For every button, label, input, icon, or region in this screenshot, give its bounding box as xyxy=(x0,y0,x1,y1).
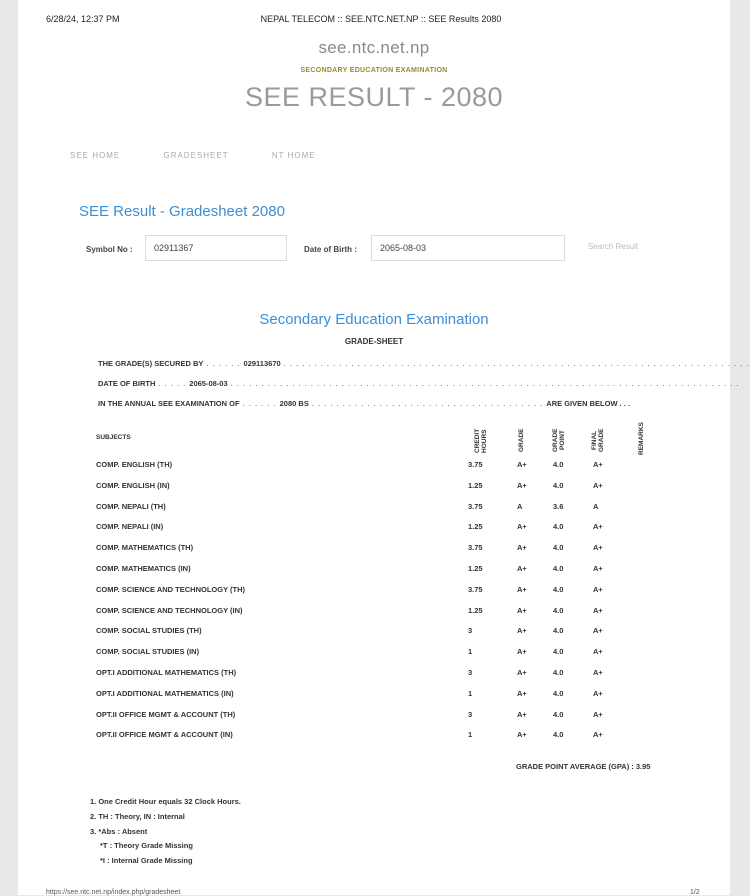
cell-subject: COMP. MATHEMATICS (IN) xyxy=(96,564,191,573)
cell-grade: A+ xyxy=(517,460,527,469)
cell-grade: A+ xyxy=(517,668,527,677)
cell-grade: A+ xyxy=(517,647,527,657)
cell-credit-hours: 1 xyxy=(468,730,473,740)
cell-credit-hours: 1.25 xyxy=(468,522,483,532)
table-row xyxy=(18,522,730,542)
cell-subject: OPT.I ADDITIONAL MATHEMATICS (TH) xyxy=(96,668,237,677)
header-subjects: SUBJECTS xyxy=(96,434,131,441)
print-datetime: 6/28/24, 12:37 PM xyxy=(46,14,120,24)
note-item: *T : Theory Grade Missing xyxy=(100,841,193,851)
cell-subject: COMP. ENGLISH (TH) xyxy=(96,460,173,469)
cell-final-grade: A+ xyxy=(593,626,603,636)
dob-label: Date of Birth : xyxy=(304,245,357,254)
cell-subject: OPT.II OFFICE MGMT & ACCOUNT (IN) xyxy=(96,730,233,740)
table-row xyxy=(18,481,730,501)
print-title: NEPAL TELECOM :: SEE.NTC.NET.NP :: SEE Results 2080 xyxy=(260,14,502,24)
info-line-exam: IN THE ANNUAL SEE EXAMINATION OF . . . . . . 2080 BS . . . . . . . . . . . . . . . . . . . . . . . . . . . . . . . . . . . . . . ARE GIVEN BELOW . . . xyxy=(98,399,631,408)
cell-grade: A+ xyxy=(517,522,527,532)
cell-credit-hours: 3.75 xyxy=(468,501,483,511)
note-item: 1. One Credit Hour equals 32 Clock Hours. xyxy=(90,797,241,806)
cell-grade-point: 4.0 xyxy=(553,668,564,677)
nav-gradesheet[interactable]: GRADESHEET xyxy=(163,151,229,160)
table-row xyxy=(18,626,730,646)
page-heading: SEE RESULT - 2080 xyxy=(244,82,504,112)
table-row xyxy=(18,564,730,584)
print-footer-url: https://see.ntc.net.np/index.php/gradesheet xyxy=(46,889,181,896)
cell-grade: A+ xyxy=(517,605,527,615)
info-line-dob: DATE OF BIRTH . . . . . 2065-08-03 . . . . . . . . . . . . . . . . . . . . . . . . . . . . . . . . . . . . . . . . . . . . . . . . . . . . . . . . . . . . . . . . . . . . . . . . . . . . . . . . . . . xyxy=(98,379,740,388)
cell-final-grade: A+ xyxy=(593,584,603,594)
cell-credit-hours: 3.75 xyxy=(468,460,483,469)
gpa-summary: GRADE POINT AVERAGE (GPA) : 3.95 xyxy=(516,762,651,771)
cell-credit-hours: 1 xyxy=(468,688,473,698)
cell-subject: COMP. ENGLISH (IN) xyxy=(96,480,170,490)
info-line3-value: 2080 BS xyxy=(279,399,309,408)
cell-subject: COMP. SOCIAL STUDIES (TH) xyxy=(96,626,202,636)
info-line3-prefix: IN THE ANNUAL SEE EXAMINATION OF xyxy=(98,399,240,408)
cell-final-grade: A+ xyxy=(593,480,603,490)
cell-final-grade: A+ xyxy=(593,522,603,532)
cell-grade: A+ xyxy=(517,564,527,573)
cell-subject: OPT.II OFFICE MGMT & ACCOUNT (TH) xyxy=(96,709,236,719)
cell-final-grade: A+ xyxy=(593,688,603,698)
nav-see-home[interactable]: SEE HOME xyxy=(70,151,121,160)
cell-credit-hours: 1.25 xyxy=(468,605,483,615)
cell-credit-hours: 3 xyxy=(468,709,473,719)
cell-grade: A+ xyxy=(517,543,527,553)
site-subtitle: SECONDARY EDUCATION EXAMINATION xyxy=(300,67,448,74)
cell-grade-point: 4.0 xyxy=(553,584,564,594)
cell-grade-point: 4.0 xyxy=(553,543,564,553)
cell-grade: A+ xyxy=(517,730,527,740)
info-line2-value: 2065-08-03 xyxy=(189,379,228,388)
table-row xyxy=(18,606,730,626)
cell-grade-point: 4.0 xyxy=(553,709,564,719)
top-nav xyxy=(70,151,356,160)
cell-final-grade: A+ xyxy=(593,730,603,740)
cell-credit-hours: 1 xyxy=(468,647,473,657)
cell-grade: A+ xyxy=(517,626,527,636)
cell-subject: COMP. NEPALI (IN) xyxy=(96,522,164,532)
search-form xyxy=(18,235,730,263)
cell-subject: COMP. SOCIAL STUDIES (IN) xyxy=(96,647,200,657)
cell-grade: A xyxy=(517,501,523,511)
cell-final-grade: A xyxy=(593,501,599,511)
cell-grade-point: 4.0 xyxy=(553,647,564,657)
gradesheet-form-title: SEE Result - Gradesheet 2080 xyxy=(79,203,285,220)
print-footer-page: 1/2 xyxy=(690,889,700,896)
cell-grade-point: 4.0 xyxy=(553,626,564,636)
cell-subject: COMP. MATHEMATICS (TH) xyxy=(96,543,194,553)
table-row xyxy=(18,689,730,709)
cell-grade: A+ xyxy=(517,480,527,490)
nav-nt-home[interactable]: NT HOME xyxy=(271,151,316,160)
cell-credit-hours: 3 xyxy=(468,668,473,677)
note-item: 2. TH : Theory, IN : Internal xyxy=(90,811,185,821)
cell-final-grade: A+ xyxy=(593,668,603,677)
cell-grade-point: 4.0 xyxy=(553,480,564,490)
cell-grade-point: 3.6 xyxy=(553,501,564,511)
cell-final-grade: A+ xyxy=(593,460,603,469)
cell-grade: A+ xyxy=(517,709,527,719)
info-line-name: THE GRADE(S) SECURED BY . . . . . . 029113670 . . . . . . . . . . . . . . . . . . . . . . . . . . . . . . . . . . . . . . . . . . . . . . . . . . . . . . . . . . . . . . . . . . . . . . . . . . . . xyxy=(98,359,750,368)
info-line2-prefix: DATE OF BIRTH xyxy=(98,379,156,388)
cell-credit-hours: 3.75 xyxy=(468,543,483,553)
cell-credit-hours: 1.25 xyxy=(468,564,483,573)
header-credit-hours: CREDIT HOURS xyxy=(474,428,488,454)
dob-input[interactable]: 2065-08-03 xyxy=(371,235,565,261)
info-line1-prefix: THE GRADE(S) SECURED BY xyxy=(98,359,204,368)
header-grade-point: GRADE POINT xyxy=(552,428,566,452)
cell-final-grade: A+ xyxy=(593,543,603,553)
note-item: 3. *Abs : Absent xyxy=(90,826,148,836)
symbol-input[interactable]: 02911367 xyxy=(145,235,287,261)
table-row xyxy=(18,668,730,688)
search-result-button[interactable]: Search Result xyxy=(588,242,639,251)
table-row xyxy=(18,502,730,522)
cell-credit-hours: 3 xyxy=(468,626,473,636)
cell-grade-point: 4.0 xyxy=(553,522,564,532)
header-grade: GRADE xyxy=(518,428,525,452)
cell-final-grade: A+ xyxy=(593,709,603,719)
cell-subject: OPT.I ADDITIONAL MATHEMATICS (IN) xyxy=(96,688,234,698)
table-row xyxy=(18,710,730,730)
cell-subject: COMP. SCIENCE AND TECHNOLOGY (IN) xyxy=(96,605,243,615)
cell-subject: COMP. NEPALI (TH) xyxy=(96,501,166,511)
table-row xyxy=(18,647,730,667)
cell-credit-hours: 1.25 xyxy=(468,480,483,490)
site-name: see.ntc.net.np xyxy=(318,38,430,57)
note-item: *I : Internal Grade Missing xyxy=(100,856,193,866)
header-remarks: REMARKS xyxy=(638,422,645,456)
info-line1-value: 029113670 xyxy=(243,359,281,368)
printed-page xyxy=(18,0,750,896)
table-row xyxy=(18,460,730,480)
cell-grade-point: 4.0 xyxy=(553,564,564,573)
cell-final-grade: A+ xyxy=(593,605,603,615)
info-line3-suffix: ARE GIVEN BELOW . . . xyxy=(546,399,631,408)
cell-grade-point: 4.0 xyxy=(553,688,564,698)
cell-grade: A+ xyxy=(517,584,527,594)
cell-grade: A+ xyxy=(517,688,527,698)
cell-grade-point: 4.0 xyxy=(553,605,564,615)
cell-grade-point: 4.0 xyxy=(553,460,564,469)
sheet-subtitle: GRADE-SHEET xyxy=(344,337,404,346)
cell-final-grade: A+ xyxy=(593,647,603,657)
cell-subject: COMP. SCIENCE AND TECHNOLOGY (TH) xyxy=(96,584,246,594)
notes xyxy=(90,795,241,869)
symbol-label: Symbol No : xyxy=(86,245,133,254)
sheet-title: Secondary Education Examination xyxy=(259,311,489,328)
cell-grade-point: 4.0 xyxy=(553,730,564,740)
cell-credit-hours: 3.75 xyxy=(468,584,483,594)
cell-final-grade: A+ xyxy=(593,564,603,573)
header-final-grade: FINAL GRADE xyxy=(591,428,605,452)
table-row xyxy=(18,730,730,750)
table-row xyxy=(18,543,730,563)
table-row xyxy=(18,585,730,605)
